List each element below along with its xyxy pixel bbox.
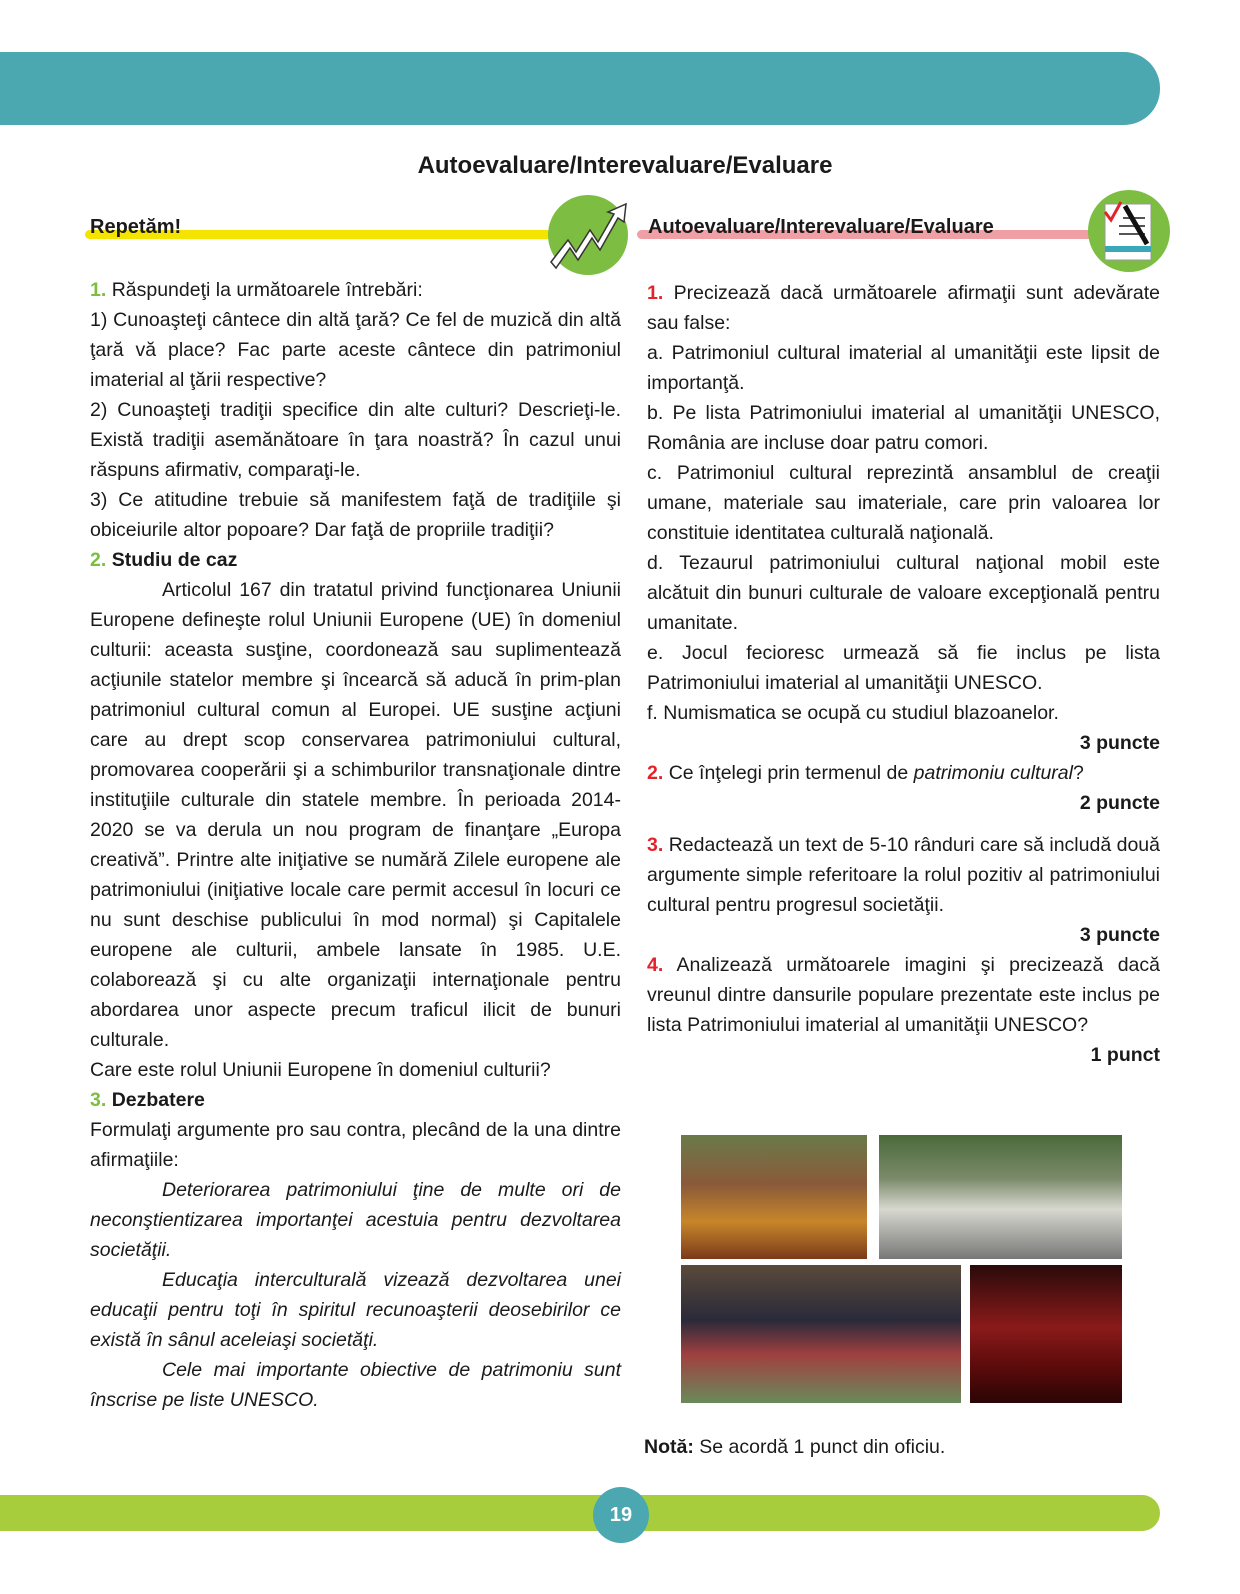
debate-statement: Educaţia interculturală vizează dezvoltarea unei educaţii pentru toţi în spiritul recunoaşterii deosebirilor ce există în sânul aceleiaşi societăţi. — [90, 1269, 621, 1351]
debate-statement: Cele mai importante obiective de patrimoniu sunt înscrise pe liste UNESCO. — [90, 1359, 621, 1411]
question-number: 1. — [647, 282, 664, 304]
points-label: 3 puncte — [1079, 924, 1160, 946]
question-heading: Studiu de caz — [111, 549, 238, 571]
points-label: 2 puncte — [1079, 792, 1160, 814]
top-banner — [0, 52, 1160, 125]
dance-photo-4 — [970, 1265, 1122, 1403]
question-number: 3. — [90, 1089, 107, 1111]
question-text: Ce înţelegi prin termenul de — [668, 762, 914, 784]
list-item: c. Patrimoniul cultural reprezintă ansamblul de creaţii umane, materiale sau imateriale, care prin valoarea lor constituie identitatea culturală naţională. — [647, 462, 1160, 544]
dance-photo-1 — [681, 1135, 867, 1259]
right-column — [647, 278, 1160, 1070]
question-number: 3. — [647, 834, 664, 856]
list-item: 3) Ce atitudine trebuie să manifestem faţă de tradiţiile şi obiceiurile altor popoare? Dar faţă de propriile tradiţii? — [90, 489, 621, 541]
list-item: e. Jocul fecioresc urmează să fie inclus pe lista Patrimoniului imaterial al umanităţii UNESCO. — [647, 642, 1160, 694]
question-mark: ? — [1072, 762, 1084, 784]
case-study-text: Articolul 167 din tratatul privind funcţionarea Uniunii Europene defineşte rolul Uniunii Europene (UE) în domeniul culturii: aceasta susţine, coordonează sau suplimentează acţiunile statelor membre şi încearcă să aducă în prim-plan patrimoniul cultural comun al Europei. UE susţine acţiuni care au drept scop conservarea patrimoniului cultural, promovarea cooperării şi a schimburilor transnaţionale dintre instituţiile culturale din statele membre. În perioada 2014-2020 se va derula un nou program de finanţare „Europa creativă”. Printre alte iniţiative se numără Zilele europene ale patrimoniului (iniţiative locale care permit accesul în locuri ce nu sunt deschise publicului în mod normal) şi Capitalele europene ale culturii, ambele lansate în 1985. U.E. colaborează şi cu alte organizaţii internaţionale pentru abordarea unor aspecte precum traficul ilicit de bunuri culturale. — [90, 579, 621, 1051]
question-term: patrimoniu cultural — [913, 762, 1073, 784]
note-label: Notă: — [644, 1436, 694, 1458]
list-item: d. Tezaurul patrimoniului cultural naţional mobil este alcătuit din bunuri culturale de valoare excepţională pentru umanitate. — [647, 552, 1160, 634]
question-text: Răspundeţi la următoarele întrebări: — [111, 279, 423, 301]
dance-photo-3 — [681, 1265, 961, 1403]
checklist-icon — [1088, 190, 1170, 272]
question-text: Redactează un text de 5-10 rânduri care să includă două argumente simple referitoare la rolul pozitiv al patrimoniului cultural pentru progresul societăţii. — [647, 834, 1161, 916]
case-study-question: Care este rolul Uniunii Europene în domeniul culturii? — [90, 1059, 551, 1081]
list-item: 1) Cunoaşteţi cântece din altă ţară? Ce fel de muzică din altă ţară vă place? Fac parte aceste cântece din patrimoniul imaterial al ţării respective? — [90, 309, 621, 391]
list-item: f. Numismatica se ocupă cu studiul blazoanelor. — [647, 702, 1059, 724]
question-text: Analizează următoarele imagini şi precizează dacă vreunul dintre dansurile populare prezentate este inclus pe lista Patrimoniului imaterial al umanităţii UNESCO? — [647, 954, 1160, 1036]
list-item: b. Pe lista Patrimoniului imaterial al umanităţii UNESCO, România are incluse doar patru comori. — [647, 402, 1160, 454]
question-text: Precizează dacă următoarele afirmaţii sunt adevărate sau false: — [647, 282, 1160, 334]
question-number: 2. — [90, 549, 107, 571]
debate-statement: Deteriorarea patrimoniului ţine de multe ori de neconştientizarea importanţei acestuia pentru dezvoltarea societăţii. — [90, 1179, 621, 1261]
list-item: 2) Cunoaşteţi tradiţii specifice din alte culturi? Descrieţi-le. Există tradiţii asemănătoare în ţara noastră? În cazul unui răspuns afirmativ, comparaţi-le. — [90, 399, 621, 481]
footer-bar — [0, 1495, 1160, 1531]
question-heading: Dezbatere — [111, 1089, 205, 1111]
question-number: 2. — [647, 762, 664, 784]
growth-chart-icon — [548, 195, 628, 275]
list-item: a. Patrimoniul cultural imaterial al umanităţii este lipsit de importanţă. — [647, 342, 1160, 394]
note-text: Se acordă 1 punct din oficiu. — [693, 1436, 946, 1458]
left-column — [90, 275, 621, 1415]
page-title: Autoevaluare/Interevaluare/Evaluare — [417, 152, 833, 179]
points-label: 1 punct — [1090, 1044, 1160, 1066]
dance-photo-2 — [879, 1135, 1122, 1259]
question-number: 1. — [90, 279, 107, 301]
left-section-header: Repetăm! — [90, 216, 182, 238]
points-label: 3 puncte — [1079, 732, 1160, 754]
right-section-header: Autoevaluare/Interevaluare/Evaluare — [648, 216, 994, 238]
question-number: 4. — [647, 954, 664, 976]
debate-instructions: Formulaţi argumente pro sau contra, plecând de la una dintre afirmaţiile: — [90, 1119, 621, 1171]
note — [644, 1436, 945, 1459]
page-number: 19 — [593, 1487, 649, 1543]
